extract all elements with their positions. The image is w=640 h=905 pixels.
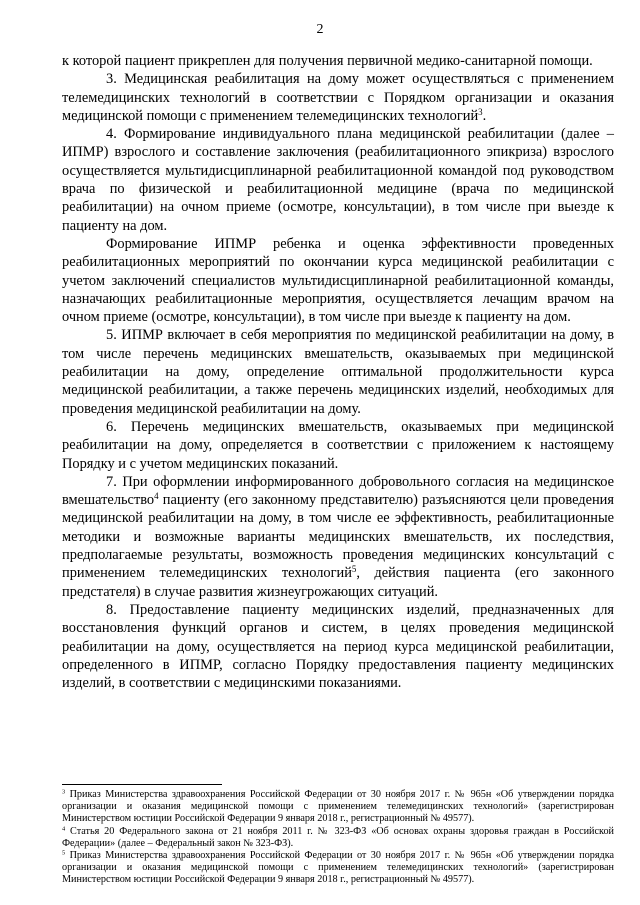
paragraph-7 bbox=[62, 473, 614, 601]
footnote-separator bbox=[62, 784, 222, 785]
paragraph-4-child-ipmr bbox=[62, 235, 614, 326]
text-run: . bbox=[482, 107, 487, 124]
text-run: 6. Перечень медицинских вмешательств, оказываемых при медицинской реабилитации на дому, определяется в соответствии с приложением к настоящему Порядку и с учетом медицинских показаний. bbox=[62, 418, 614, 472]
paragraph-4 bbox=[62, 125, 614, 235]
text-run: 5. ИПМР включает в себя мероприятия по медицинской реабилитации на дому, в том числе перечень медицинских вмешательств, оказываемых при медицинской реабилитации на дому, определение оптимальной продолжительности курса медицинской реабилитации, а также перечень медицинских изделий, необходимых для проведения медицинской реабилитации на дому. bbox=[62, 327, 614, 417]
paragraph-3 bbox=[62, 70, 614, 125]
footnote-ref-3: 3 bbox=[478, 106, 483, 117]
page-number: 2 bbox=[316, 22, 324, 37]
text-run: пациенту (его законному представителю) разъясняются цели проведения медицинской реабилитации на дому, в том числе ее эффективность, реабилитационные методики и возможные варианты медицинских вмешательств, их последствия, предполагаемые результаты, возможность проведения медицинских консультаций с применением телемедицинских технологий bbox=[62, 492, 614, 582]
text-run: 4. Формирование индивидуального плана медицинской реабилитации (далее – ИПМР) взрослого и составление заключения (реабилитационного эпикриза) взрослого осуществляется мультидисциплинарной реабилитационной командой под руководством врача по физической и реабилитационной медицине (врача по медицинской реабилитации) на очном приеме (осмотре, консультации), в том числе при выезде к пациенту на дом. bbox=[62, 126, 614, 234]
paragraph-8 bbox=[62, 601, 614, 692]
footnote-mark: 3 bbox=[62, 788, 66, 796]
footnote-3 bbox=[62, 789, 614, 826]
text-run: 8. Предоставление пациенту медицинских изделий, предназначенных для восстановления функций органов и систем, в целях проведения медицинской реабилитации на дому, осуществляется на период курса медицинской реабилитации, определенного в ИПМР, согласно Порядку предоставления пациенту медицинских изделий, в соответствии с медицинскими показаниями. bbox=[62, 601, 614, 692]
footnote-ref-5: 5 bbox=[351, 564, 357, 575]
footnote-4 bbox=[62, 826, 614, 850]
text-run: , действия пациента (его законного предстателя) в случае развития жизнеугрожающих ситуаций. bbox=[62, 565, 615, 600]
footnote-mark: 4 bbox=[62, 825, 66, 833]
footnote-text: Приказ Министерства здравоохранения Российской Федерации от 30 ноября 2017 г. № 965н «Об утверждении порядка организации и оказания медицинской помощи с применением телемедицинских технологий» (зарегистрирован Министерством юстиции Российской Федерации 9 января 2018 г., регистрационный № 49577). bbox=[62, 789, 615, 825]
paragraph-6 bbox=[62, 418, 614, 473]
text-run: 3. Медицинская реабилитация на дому может осуществляться с применением телемедицинских технологий в соответствии с Порядком организации и оказания медицинской помощи с применением телемедицинских технологий bbox=[62, 71, 614, 124]
footnote-text: Приказ Министерства здравоохранения Российской Федерации от 30 ноября 2017 г. № 965н «Об утверждении порядка организации и оказания медицинской помощи с применением телемедицинских технологий» (зарегистрирован Министерством юстиции Российской Федерации 9 января 2018 г., регистрационный № 49577). bbox=[62, 850, 615, 886]
footnotes bbox=[62, 789, 614, 887]
footnote-5 bbox=[62, 850, 614, 887]
footnote-ref-4: 4 bbox=[154, 491, 159, 502]
footnote-text: Статья 20 Федерального закона от 21 ноября 2011 г. № 323-ФЗ «Об основах охраны здоровья граждан в Российской Федерации» (далее – Федеральный закон № 323-ФЗ). bbox=[62, 825, 615, 849]
paragraph-5 bbox=[62, 326, 614, 417]
text-run: к которой пациент прикреплен для получения первичной медико-санитарной помощи. bbox=[62, 53, 593, 69]
footnote-mark: 5 bbox=[62, 849, 66, 857]
text-run: 7. При оформлении информированного добровольного согласия на медицинское вмешательство bbox=[62, 473, 614, 509]
paragraph-continuation bbox=[62, 52, 614, 70]
text-run: Формирование ИПМР ребенка и оценка эффективности проведенных реабилитационных мероприятий по окончании курса медицинской реабилитации с учетом заключений специалистов мультидисциплинарной реабилитационной команды, назначающих реабилитационные мероприятия, осуществляется лечащим врачом на очном приеме (осмотре, консультации), в том числе при выезде к пациенту на дом. bbox=[62, 235, 614, 326]
body-text bbox=[62, 52, 614, 692]
